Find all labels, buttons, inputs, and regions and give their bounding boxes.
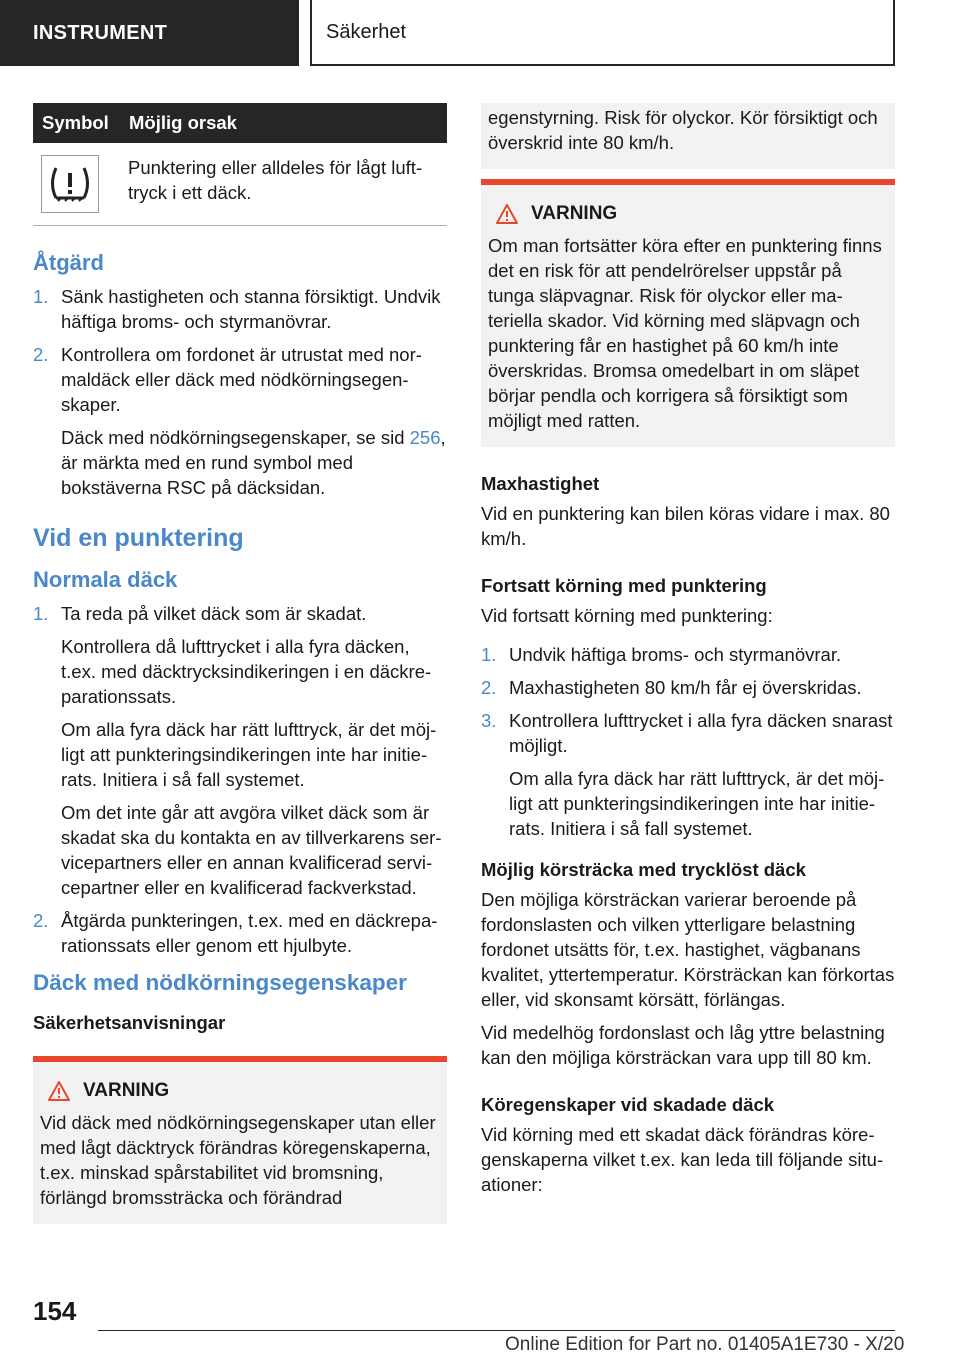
footer-divider — [98, 1330, 895, 1331]
skadade-text: Vid körning med ett skadat däck förändras köregenskaperna vilket t.ex. kan leda till följande situationer: — [481, 1124, 884, 1195]
step-number: 1. — [481, 644, 497, 665]
step-number: 2. — [33, 910, 49, 931]
fortsatt-intro: Vid fortsatt körning med punktering: — [481, 605, 773, 626]
fortsatt-heading: Fortsatt körning med punktering — [481, 575, 767, 596]
list-item — [33, 342, 447, 500]
tire-pressure-warning-icon — [41, 155, 99, 213]
page-link[interactable]: 256 — [409, 427, 441, 448]
page-header — [0, 0, 960, 66]
page-number: 154 — [33, 1296, 77, 1326]
chapter-title: Säkerhet — [310, 0, 895, 66]
warning-box — [481, 179, 895, 447]
warning-title — [488, 203, 888, 225]
step-extra-text: Om det inte går att avgöra vilket däck som är skadat ska du kontakta en av tillverkarens servicepartners eller en annan kvalificerad servicepartner eller en kvalificerad fackverkstad. — [61, 802, 442, 898]
warning-title-text: VARNING — [531, 203, 618, 224]
warning-text: Vid däck med nödkörningsegenskaper utan eller med lågt däcktryck förändras köregenskaperna, t.ex. minskad spårstabilitet vid bromsning, förlängd bromssträcka och förändrad — [40, 1112, 436, 1208]
max-text: Vid en punktering kan bilen köras vidare i max. 80 km/h. — [481, 503, 890, 549]
cause-column-header: Möjlig orsak — [128, 103, 447, 143]
list-item — [33, 601, 447, 900]
step-number: 2. — [481, 677, 497, 698]
warning-title — [40, 1080, 440, 1102]
fortsatt-steps — [481, 642, 895, 841]
section-tab: INSTRUMENT — [0, 0, 299, 66]
extra-text-before: Däck med nödkörningsegenskaper, se sid — [61, 427, 410, 448]
step-text: Kontrollera lufttrycket i alla fyra däcken snarast möjligt. — [509, 710, 893, 756]
right-column — [481, 103, 895, 1197]
step-number: 2. — [33, 344, 49, 365]
step-text: Ta reda på vilket däck som är skadat. — [61, 603, 367, 624]
warning-continuation-text: egenstyrning. Risk för olyckor. Kör försiktigt och överskrid inte 80 km/h. — [488, 107, 878, 153]
korstracka-text-2: Vid medelhög fordonslast och låg yttre belastning kan den möjliga körsträckan vara upp till 80 km. — [481, 1022, 885, 1068]
symbol-column-header: Symbol — [33, 103, 128, 143]
list-item — [481, 642, 895, 667]
list-item — [33, 284, 447, 334]
warning-triangle-icon — [48, 1081, 70, 1101]
step-extra-text: Om alla fyra däck har rätt lufttryck, är det möjligt att punkteringsindikeringen inte har initierats. Initiera i så fall systemet. — [61, 719, 437, 790]
skadade-heading: Köregenskaper vid skadade däck — [481, 1094, 775, 1115]
step-extra-text: Kontrollera då lufttrycket i alla fyra däcken, t.ex. med däcktrycksindikeringen i en däckreparationssats. — [61, 636, 432, 707]
symbol-table — [33, 103, 447, 226]
atgard-heading: Åtgärd — [33, 250, 104, 275]
warning-triangle-icon — [496, 204, 518, 224]
list-item — [481, 708, 895, 841]
step-text: Maxhastigheten 80 km/h får ej överskridas. — [509, 677, 862, 698]
sakerhet-label: Säkerhetsanvisningar — [33, 1012, 226, 1033]
nodkorning-heading: Däck med nödkörningsegenskaper — [33, 970, 407, 995]
edition-text: Online Edition for Part no. 01405A1E730 - X/20 — [505, 1334, 905, 1355]
table-row — [33, 143, 447, 226]
list-item — [481, 675, 895, 700]
step-text: Kontrollera om fordonet är utrustat med normaldäck eller däck med nödkörningsegenskaper. — [61, 344, 422, 415]
step-text: Åtgärda punkteringen, t.ex. med en däckreparationssats eller genom ett hjulbyte. — [61, 910, 438, 956]
max-heading: Maxhastighet — [481, 473, 600, 494]
step-text: Sänk hastigheten och stanna försiktigt. Undvik häftiga broms- och styrmanövrar. — [61, 286, 441, 332]
cause-text: Punktering eller alldeles för lågt lufttryck i ett däck. — [128, 143, 447, 226]
left-column — [33, 103, 447, 1224]
step-number: 1. — [33, 603, 49, 624]
step-number: 1. — [33, 286, 49, 307]
korstracka-text: Den möjliga körsträckan varierar beroende på fordonslasten och vilken ytterligare belastning fordonet utsätts för, t.ex. hastighet, vägbanans kvalitet, yttertemperatur. Körsträckan kan förkortas eller, vid skonsamt körsätt, förlängas. — [481, 889, 895, 1010]
atgard-steps — [33, 284, 447, 500]
normala-steps — [33, 601, 447, 958]
list-item — [33, 908, 447, 958]
warning-continuation — [481, 103, 895, 169]
korstracka-heading: Möjlig körsträcka med trycklöst däck — [481, 859, 806, 880]
extra-text-after: , är märkta med en rund symbol med bokstäverna RSC på däcksidan. — [61, 427, 446, 498]
step-number: 3. — [481, 710, 497, 731]
step-text: Undvik häftiga broms- och styrmanövrar. — [509, 644, 842, 665]
warning-box — [33, 1056, 447, 1224]
punktering-heading: Vid en punktering — [33, 524, 244, 552]
step-extra-text: Om alla fyra däck har rätt lufttryck, är det möjligt att punkteringsindikeringen inte har initierats. Initiera i så fall systemet. — [509, 768, 885, 839]
step-extra-text — [61, 425, 447, 500]
warning-title-text: VARNING — [83, 1080, 170, 1101]
warning-text: Om man fortsätter köra efter en punktering finns det en risk för att pendelrörelser uppstår på tunga släpvagnar. Risk för olyckor eller materiella skador. Vid körning med släpvagn och punktering får en hastighet på 60 km/h inte överskridas. Bromsa omedelbart in om släpet börjar pendla och korrigera så försiktigt som möjligt med ratten. — [488, 235, 882, 431]
normala-heading: Normala däck — [33, 567, 178, 592]
